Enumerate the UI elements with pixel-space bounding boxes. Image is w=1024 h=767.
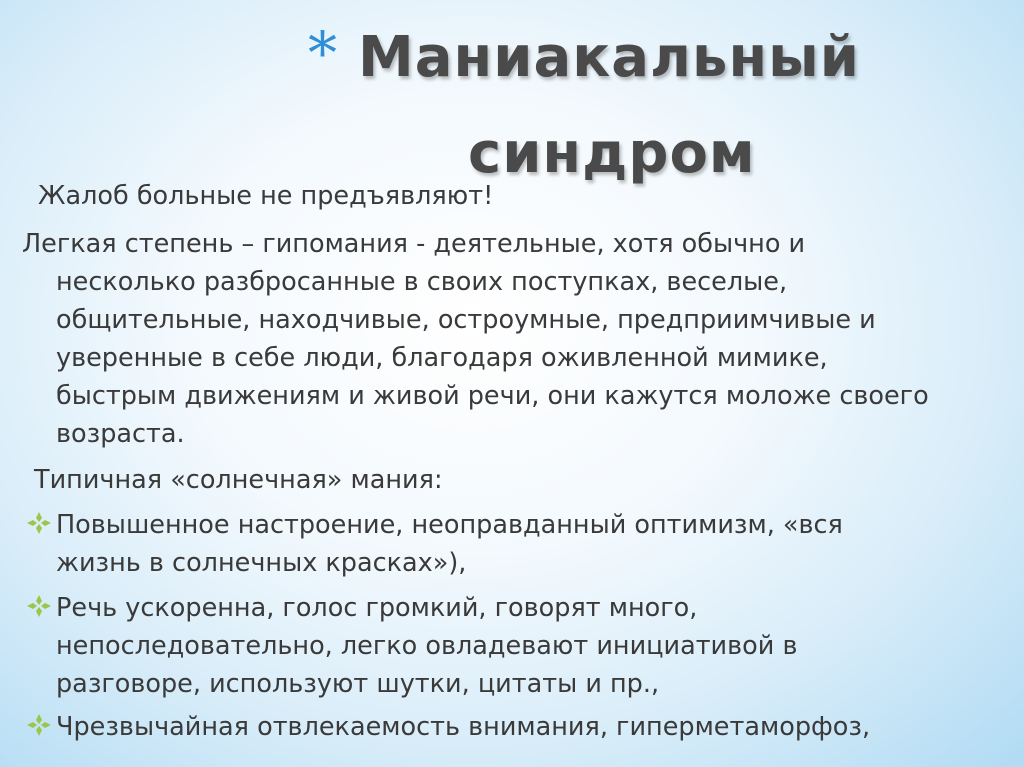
hypomania-line: общительные, находчивые, остроумные, предприимчивые и xyxy=(56,305,876,335)
list-item xyxy=(26,709,870,746)
diamond-flower-icon xyxy=(26,511,52,535)
typical-heading: Типичная «солнечная» мания: xyxy=(34,465,443,495)
list-item xyxy=(26,507,843,544)
bullet-text: Речь ускоренна, голос громкий, говорят много, xyxy=(56,593,698,623)
title-line-2: синдром xyxy=(468,121,756,186)
list-item xyxy=(26,590,697,627)
diamond-flower-icon xyxy=(26,713,52,737)
hypomania-line: быстрым движениям и живой речи, они кажутся моложе своего xyxy=(56,381,929,411)
bullet-text: Чрезвычайная отвлекаемость внимания, гиперметаморфоз, xyxy=(56,712,871,742)
hypomania-line: уверенные в себе люди, благодаря оживленной мимике, xyxy=(56,343,828,373)
hypomania-line: возраста. xyxy=(56,419,185,449)
bullet-text: жизнь в солнечных красках»), xyxy=(56,548,467,578)
bullet-text: непоследовательно, легко овладевают инициативой в xyxy=(56,631,798,661)
title-asterisk: * xyxy=(308,19,337,87)
bullet-text: разговоре, используют шутки, цитаты и пр., xyxy=(56,669,660,699)
bullet-text: Повышенное настроение, неоправданный оптимизм, «вся xyxy=(56,510,843,540)
hypomania-line: Легкая степень – гипомания - деятельные, хотя обычно и xyxy=(22,229,806,259)
intro-text: Жалоб больные не предъявляют! xyxy=(38,181,494,211)
diamond-flower-icon xyxy=(26,594,52,618)
hypomania-line: несколько разбросанные в своих поступках, веселые, xyxy=(56,267,788,297)
title-line-1: Маниакальный xyxy=(358,25,861,90)
